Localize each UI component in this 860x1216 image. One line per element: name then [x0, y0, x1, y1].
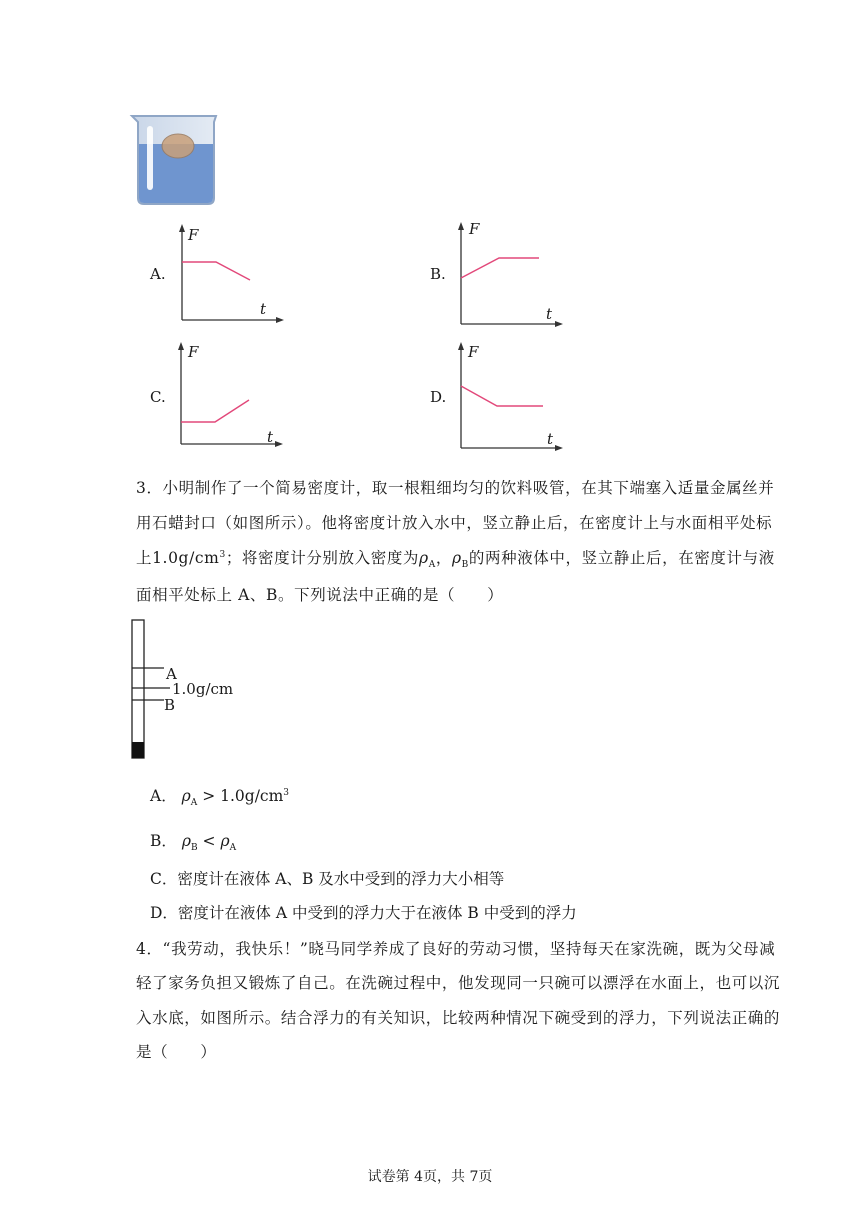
q3-line-3: 上$1.0g/cm^3$；将密度计分别放入密度为$\rho_A$，$\rho_B$的两种液体中，竖立静止后，在密度计与液	[136, 549, 775, 571]
q3-option-a-text: > 1.0g/cm	[202, 787, 284, 805]
q3-unit-text: 上1.0g/cm	[136, 549, 220, 567]
densimeter-mark-water: 1.0g/cm	[172, 680, 234, 698]
q4-line-2: 轻了家务负担又锻炼了自己。在洗碗过程中，他发现同一只碗可以漂浮在水面上，也可以沉	[136, 974, 781, 992]
q3-line-1: 3．小明制作了一个简易密度计，取一根粗细均匀的饮料吸管，在其下端塞入适量金属丝并	[136, 479, 775, 497]
graph-c-f: F	[188, 343, 199, 361]
q3-option-a-label: A．	[150, 787, 177, 805]
rho-b-sub: B	[461, 560, 469, 571]
rho-symbol: ρ	[181, 832, 191, 850]
q3-option-a[interactable]	[150, 784, 289, 808]
q3-line-4: 面相平处标上 A、B。下列说法中正确的是（ ）	[136, 586, 504, 604]
cube-sup: 3	[283, 787, 290, 798]
q3-line-3-mid: ；将密度计分别放入密度为	[225, 549, 420, 567]
graph-b-t: t	[546, 305, 553, 323]
q4-line-3: 入水底，如图所示。结合浮力的有关知识，比较两种情况下碗受到的浮力，下列说法正确的	[136, 1009, 781, 1027]
q3-option-b-label: B．	[150, 832, 177, 850]
rho-sub: A	[229, 843, 237, 854]
rho-symbol: ρ	[220, 832, 230, 850]
q3-option-d[interactable]: D．密度计在液体 A 中受到的浮力大于在液体 B 中受到的浮力	[150, 904, 577, 922]
rho-sub: A	[190, 798, 198, 809]
densimeter-mark-b: B	[164, 696, 176, 714]
graph-d-f: F	[468, 343, 479, 361]
rho-b-symbol: ρ	[451, 549, 462, 567]
option-d-label: D.	[430, 388, 447, 406]
q3-line-2: 用石蜡封口（如图所示）。他将密度计放入水中，竖立静止后，在密度计上与水面相平处标	[136, 514, 773, 532]
graph-d-t: t	[547, 430, 554, 448]
cube-sup: 3	[219, 549, 226, 560]
option-c-label: C.	[150, 388, 166, 406]
option-a-label: A.	[150, 265, 166, 283]
q3-option-b[interactable]	[150, 829, 236, 853]
q3-option-b-text: <	[202, 832, 216, 850]
rho-sub: B	[190, 843, 198, 854]
beaker-figure	[128, 112, 220, 208]
q3-line-3-end: 两种液体中，竖立静止后，在密度计与液	[485, 549, 775, 567]
graph-b-f: F	[469, 220, 480, 238]
graph-c-t: t	[267, 428, 274, 446]
rho-symbol: ρ	[181, 787, 191, 805]
densimeter-mark-a: A	[166, 665, 177, 683]
page-footer: 试卷第 4页，共 7页	[367, 1169, 493, 1185]
rho-a-sub: A	[428, 560, 436, 571]
q3-option-c[interactable]: C．密度计在液体 A、B 及水中受到的浮力大小相等	[150, 870, 505, 888]
graph-a-t: t	[260, 300, 267, 318]
option-b-label: B.	[430, 265, 446, 283]
q4-line-1: 4．“我劳动，我快乐！”晓马同学养成了良好的劳动习惯，坚持每天在家洗碗，既为父母减	[136, 940, 776, 958]
rho-a-symbol: ρ	[419, 549, 429, 567]
graph-a-f: F	[188, 226, 199, 244]
q4-line-4: 是（ ）	[136, 1043, 217, 1061]
